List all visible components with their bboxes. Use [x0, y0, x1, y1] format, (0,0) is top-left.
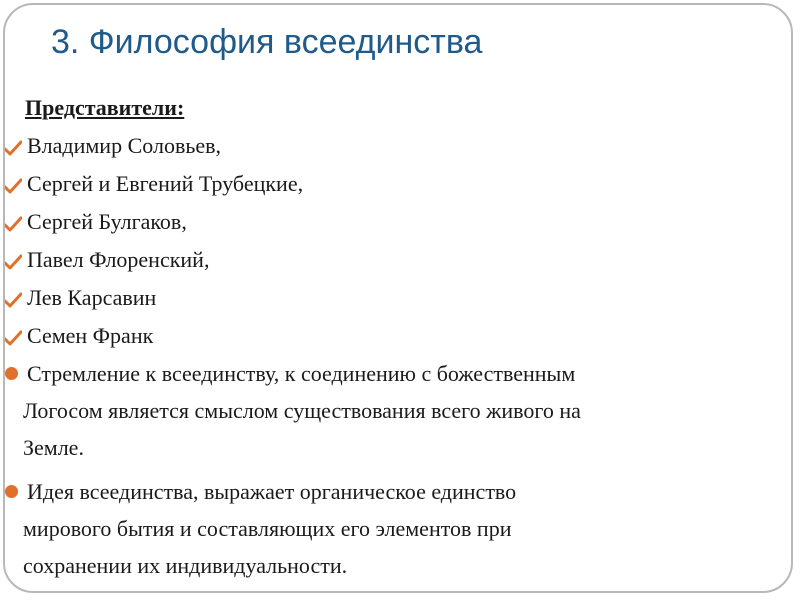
- representative-name: Владимир Соловьев,: [27, 133, 222, 158]
- paragraph-line: [5, 355, 775, 392]
- orange-dot-icon: [5, 367, 18, 380]
- representatives-heading: Представители:: [25, 95, 185, 120]
- paragraph-line: Земле.: [23, 435, 84, 460]
- paragraph-text: Идея всеединства, выражает органическое единство: [27, 479, 517, 504]
- representative-name: Сергей Булгаков,: [27, 209, 187, 234]
- checkmark-icon: [4, 292, 22, 308]
- checkmark-icon: [4, 178, 22, 194]
- paragraph-line: Логосом является смыслом существования всего живого на: [23, 398, 581, 423]
- checkmark-icon: [4, 254, 22, 270]
- checkmark-icon: [4, 330, 22, 346]
- representative-name: Павел Флоренский,: [27, 247, 210, 272]
- checkmark-icon: [4, 216, 22, 232]
- paragraph-line: сохранении их индивидуальности.: [23, 553, 348, 578]
- representative-name: Сергей и Евгений Трубецкие,: [27, 171, 304, 196]
- paragraph-unity-idea: [5, 473, 775, 584]
- slide: [3, 3, 793, 593]
- checkmark-icon: [4, 140, 22, 156]
- orange-dot-icon: [5, 485, 18, 498]
- paragraph-text: Стремление к всеединству, к соединению с божественным: [27, 361, 576, 386]
- representative-name: Семен Франк: [27, 323, 154, 348]
- representative-name: Лев Карсавин: [27, 285, 157, 310]
- slide-title: 3. Философия всеединства: [51, 23, 483, 61]
- paragraph-unity-striving: [5, 355, 775, 466]
- paragraph-line: мирового бытия и составляющих его элементов при: [23, 516, 512, 541]
- paragraph-line: [5, 473, 775, 510]
